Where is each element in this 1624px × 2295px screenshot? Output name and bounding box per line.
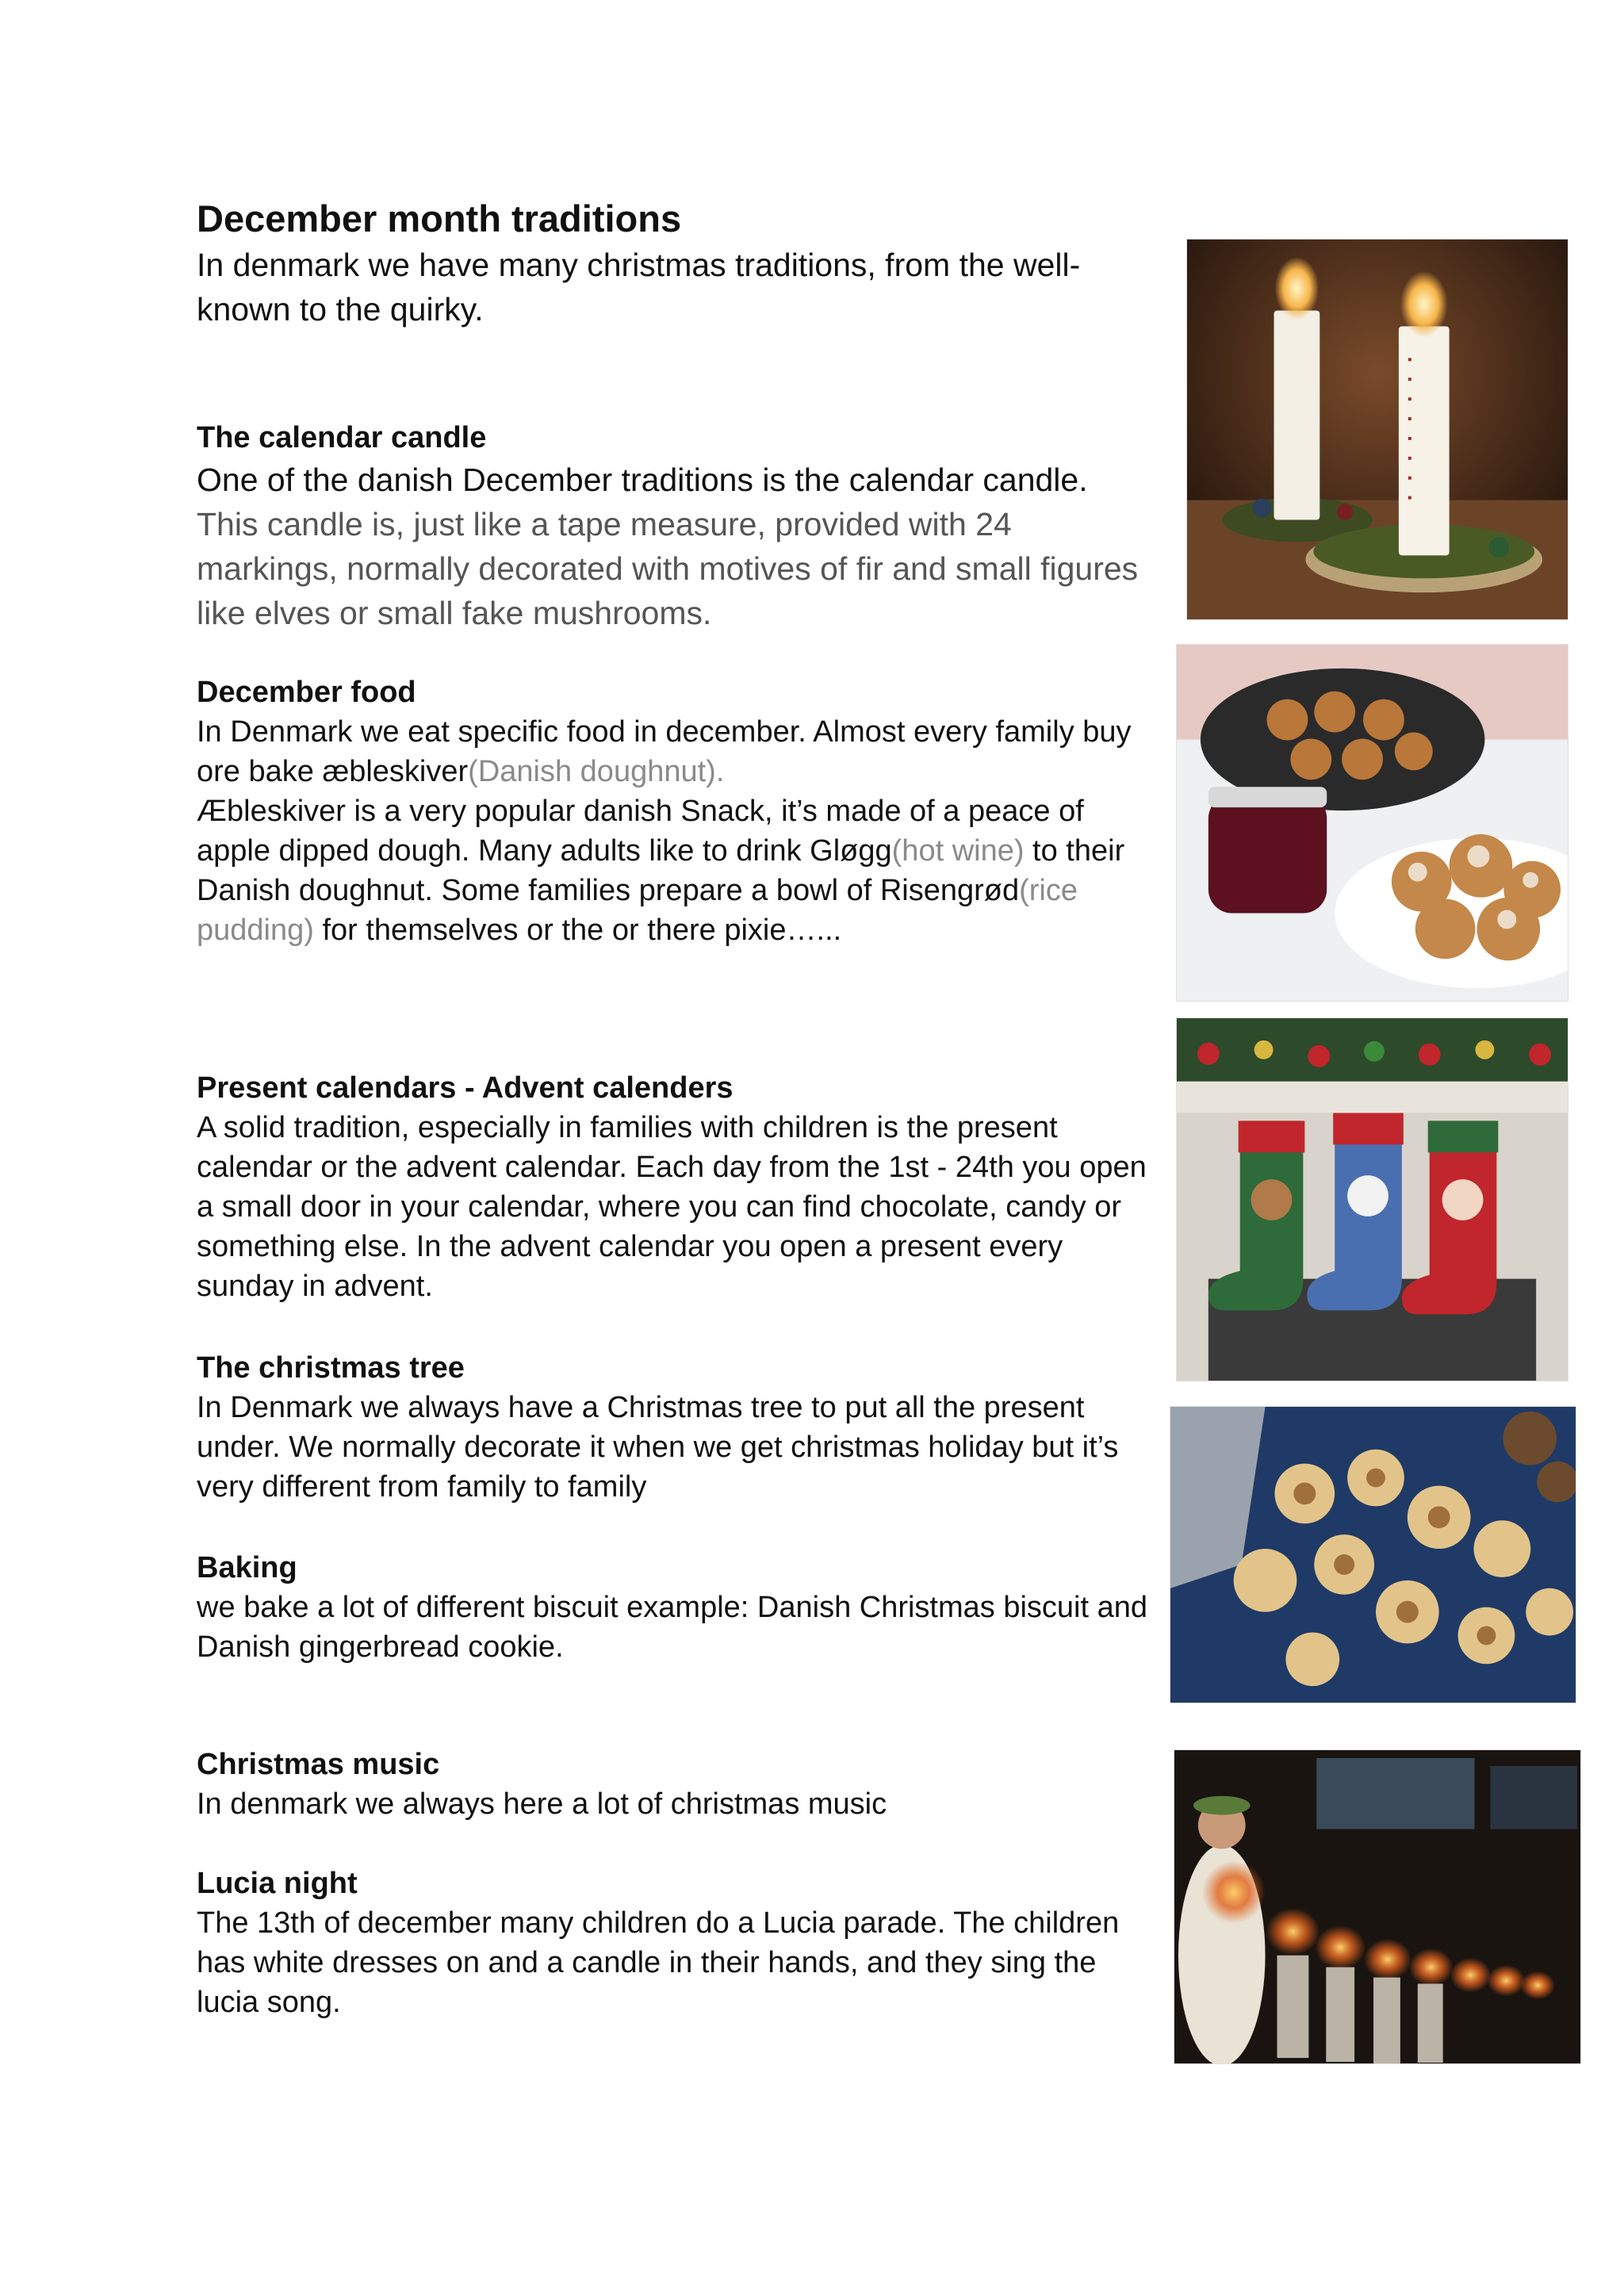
title-block	[197, 195, 1156, 331]
section-present-calendars	[197, 1068, 1156, 1306]
section-heading-food: December food	[197, 676, 416, 709]
calendars-text: A solid tradition, especially in families with children is the present calendar or the advent calendar. Each day from the 1st - 24th you open a small door in your calendar, where you can find chocolate, candy or something else. In the advent calendar you open a present every sunday in advent.	[197, 1111, 1147, 1303]
food-p2-text-c: for themselves or the or there pixie…...	[313, 914, 842, 947]
food-p2-gloss-hot-wine: (hot wine)	[891, 834, 1025, 868]
candle-line-2: This candle is, just like a tape measure, provided with 24 markings, normally decorated with motives of fir and small figures like elves or small fake mushrooms.	[197, 506, 1139, 631]
lucia-parade-photo	[1174, 1749, 1581, 2064]
section-heading-music: Christmas music	[197, 1748, 440, 1781]
baking-text: we bake a lot of different biscuit example: Danish Christmas biscuit and Danish gingerbread cookie.	[197, 1591, 1148, 1664]
intro-text: In denmark we have many christmas traditions, from the well-known to the quirky.	[197, 247, 1081, 328]
lucia-text: The 13th of december many children do a Lucia parade. The children has white dresses on and a candle in their hands, and they sing the lucia song.	[197, 1906, 1120, 2019]
food-paragraph-2	[197, 791, 1156, 950]
calendar-candle-photo	[1186, 239, 1568, 620]
tree-text: In Denmark we always have a Christmas tree to put all the present under. We normally decorate it when we get christmas holiday but it’s very different from family to family	[197, 1391, 1119, 1504]
food-p1-gloss: (Danish doughnut).	[468, 755, 725, 788]
page-title: December month traditions	[197, 197, 682, 239]
section-heading-candle: The calendar candle	[197, 421, 487, 454]
food-p1-text: In Denmark we eat specific food in december. Almost every family buy ore bake æbleskiver	[197, 715, 1132, 788]
section-christmas-tree	[197, 1348, 1156, 1507]
section-christmas-music	[197, 1745, 1156, 1824]
biscuits-photo	[1170, 1406, 1576, 1703]
music-text: In denmark we always here a lot of christmas music	[197, 1787, 887, 1821]
section-heading-lucia: Lucia night	[197, 1867, 358, 1900]
food-p2-gloss-rice-pudding: (rice pudding)	[197, 874, 1078, 947]
aebleskiver-photo	[1176, 644, 1568, 1002]
section-calendar-candle	[197, 418, 1156, 635]
food-p2-text-b: to their Danish doughnut. Some families prepare a bowl of Risengrød	[197, 834, 1125, 907]
section-heading-tree: The christmas tree	[197, 1351, 465, 1385]
candle-line-1: One of the danish December traditions is the calendar candle.	[197, 462, 1088, 498]
food-paragraph-1	[197, 712, 1156, 791]
food-p2-text-a: Æbleskiver is a very popular danish Snack, it’s made of a peace of apple dipped dough. Many adults like to drink Gløgg	[197, 795, 1084, 868]
section-heading-calendars: Present calendars - Advent calenders	[197, 1071, 733, 1105]
section-baking	[197, 1548, 1156, 1667]
section-heading-baking: Baking	[197, 1551, 297, 1584]
section-december-food	[197, 672, 1156, 950]
candle-text	[197, 458, 1156, 635]
section-lucia-night	[197, 1864, 1156, 2022]
christmas-stockings-photo	[1176, 1017, 1568, 1381]
